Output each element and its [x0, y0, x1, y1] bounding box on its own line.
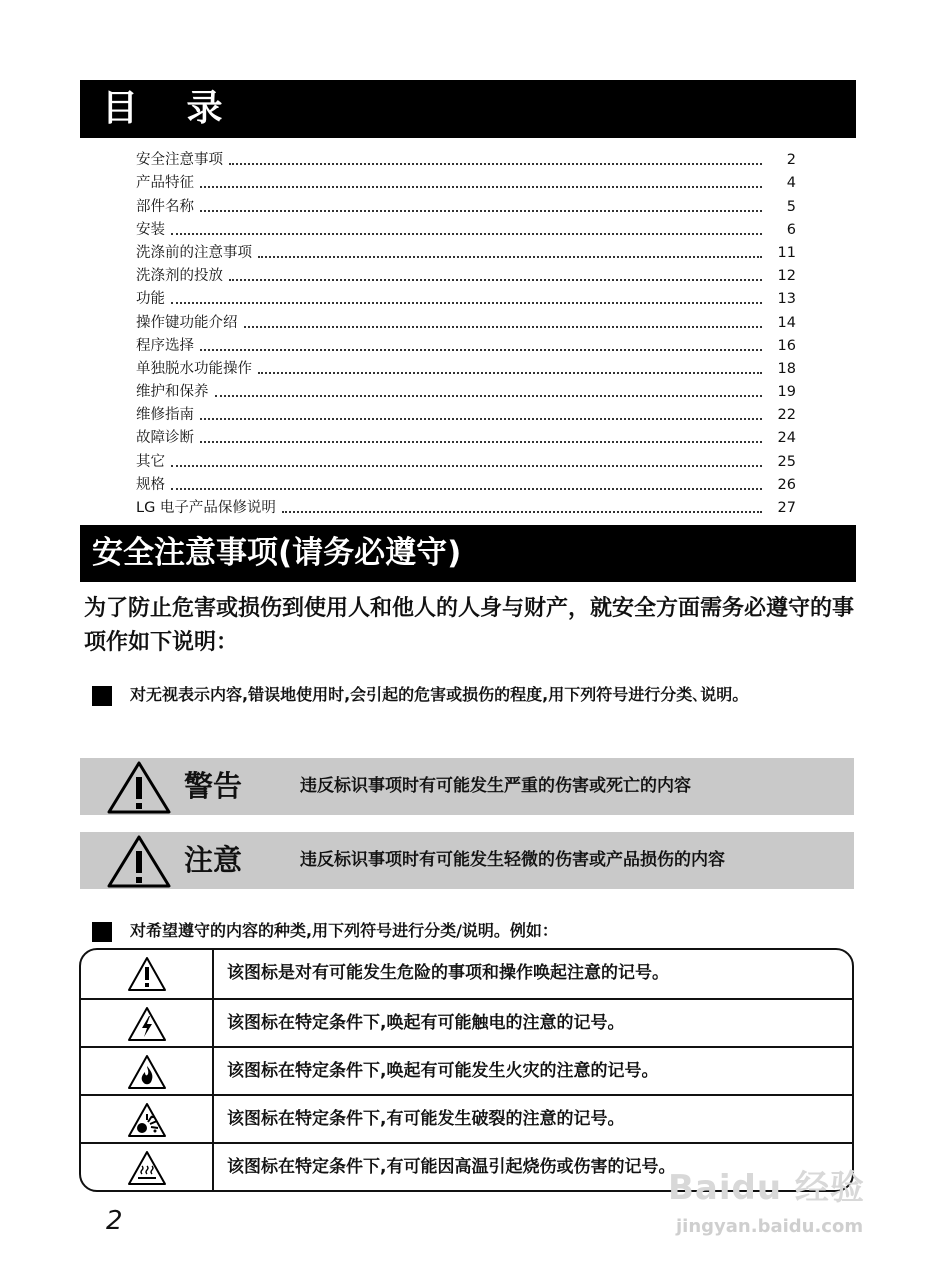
toc-item-title: 安装	[136, 221, 165, 238]
table-row	[81, 1094, 852, 1144]
toc-item-page: 6	[786, 221, 796, 238]
toc-item[interactable]	[136, 147, 796, 170]
toc-item-page: 13	[777, 291, 796, 308]
toc-item[interactable]	[136, 333, 796, 356]
fire-hazard-icon	[127, 1054, 167, 1090]
table-row	[81, 998, 852, 1048]
toc-item[interactable]	[136, 309, 796, 332]
bullet-text: 对希望遵守的内容的种类,用下列符号进行分类/说明。例如：	[130, 921, 558, 940]
toc-leader-dots	[215, 395, 763, 397]
toc-item[interactable]	[136, 263, 796, 286]
toc-leader-dots	[171, 233, 762, 235]
toc-leader-dots	[171, 465, 762, 467]
toc-leader-dots	[229, 279, 762, 281]
toc-item-title: LG 电子产品保修说明	[136, 500, 276, 516]
toc-item-title: 功能	[136, 291, 165, 308]
toc-item-title: 洗涤前的注意事项	[136, 244, 252, 261]
toc-item[interactable]	[136, 472, 796, 495]
symbol-description: 该图标在特定条件下,有可能因高温引起烧伤或伤害的记号。	[227, 1157, 676, 1177]
toc-item[interactable]	[136, 193, 796, 216]
toc-leader-dots	[258, 372, 762, 374]
toc-leader-dots	[171, 302, 762, 304]
toc-item[interactable]	[136, 356, 796, 379]
bullet-classification	[92, 680, 862, 740]
baidu-watermark-logo: Baidu 经验	[668, 1168, 865, 1208]
hot-surface-icon	[127, 1150, 167, 1186]
safety-intro: 为了防止危害或损伤到使用人和他人的人身与财产，就安全方面需务必遵守的事项作如下说明：	[84, 596, 855, 655]
toc-item-title: 操作键功能介绍	[136, 314, 238, 331]
toc-item-title: 洗涤剂的投放	[136, 268, 223, 285]
toc-leader-dots	[229, 163, 762, 165]
toc-item-title: 安全注意事项	[136, 152, 223, 169]
page-number: 2	[106, 1206, 123, 1236]
warning-label: 警告	[184, 769, 243, 803]
toc-item-title: 单独脱水功能操作	[136, 360, 252, 377]
toc-item-page: 2	[786, 152, 796, 169]
toc-leader-dots	[200, 418, 762, 420]
symbol-description: 该图标是对有可能发生危险的事项和操作唤起注意的记号。	[227, 963, 669, 983]
toc-item[interactable]	[136, 402, 796, 425]
toc-item-page: 11	[777, 244, 796, 261]
toc-item[interactable]	[136, 495, 796, 518]
explosion-hazard-icon	[127, 1102, 167, 1138]
square-bullet-icon	[92, 686, 112, 706]
toc-item[interactable]	[136, 170, 796, 193]
toc-item[interactable]	[136, 425, 796, 448]
table-row	[81, 1046, 852, 1096]
caution-notice	[80, 832, 854, 889]
toc-leader-dots	[200, 349, 762, 351]
toc-leader-dots	[244, 326, 763, 328]
toc-heading: 目 录	[80, 80, 856, 138]
symbol-description: 该图标在特定条件下,唤起有可能发生火灾的注意的记号。	[227, 1061, 659, 1081]
toc-leader-dots	[171, 488, 762, 490]
table-of-contents	[136, 147, 796, 518]
symbol-table	[79, 948, 854, 1192]
toc-item-title: 维护和保养	[136, 384, 209, 401]
toc-leader-dots	[200, 186, 762, 188]
toc-item-page: 5	[786, 198, 796, 215]
toc-item-page: 18	[777, 360, 796, 377]
toc-item-page: 27	[777, 500, 796, 516]
warning-description: 违反标识事项时有可能发生严重的伤害或死亡的内容	[300, 776, 691, 796]
toc-item-page: 26	[777, 476, 796, 493]
toc-item-page: 19	[777, 384, 796, 401]
toc-item[interactable]	[136, 379, 796, 402]
symbol-description: 该图标在特定条件下,唤起有可能触电的注意的记号。	[227, 1013, 625, 1033]
toc-item-page: 25	[777, 453, 796, 470]
symbol-description: 该图标在特定条件下,有可能发生破裂的注意的记号。	[227, 1109, 625, 1129]
toc-leader-dots	[200, 441, 762, 443]
toc-item-title: 维修指南	[136, 407, 194, 424]
toc-leader-dots	[258, 256, 762, 258]
toc-item[interactable]	[136, 286, 796, 309]
exclamation-warning-icon	[127, 956, 167, 992]
toc-item[interactable]	[136, 448, 796, 471]
toc-item[interactable]	[136, 217, 796, 240]
toc-item-page: 24	[777, 430, 796, 447]
caution-description: 违反标识事项时有可能发生轻微的伤害或产品损伤的内容	[300, 850, 725, 870]
warning-triangle-icon	[106, 760, 172, 814]
caution-label: 注意	[184, 843, 243, 877]
toc-item-title: 故障诊断	[136, 430, 194, 447]
toc-leader-dots	[200, 210, 762, 212]
safety-heading: 安全注意事项(请务必遵守)	[80, 525, 856, 582]
toc-item-title: 其它	[136, 453, 165, 470]
electric-shock-icon	[127, 1006, 167, 1042]
toc-item-title: 程序选择	[136, 337, 194, 354]
toc-item-page: 14	[777, 314, 796, 331]
warning-notice	[80, 758, 854, 815]
toc-item-page: 12	[777, 268, 796, 285]
toc-leader-dots	[282, 511, 762, 513]
toc-item-page: 16	[777, 337, 796, 354]
square-bullet-icon	[92, 922, 112, 942]
toc-item-title: 规格	[136, 476, 165, 493]
bullet-symbol-types	[92, 916, 862, 946]
toc-item[interactable]	[136, 240, 796, 263]
caution-triangle-icon	[106, 834, 172, 888]
baidu-watermark-url: jingyan.baidu.com	[676, 1216, 864, 1237]
toc-item-page: 4	[786, 175, 796, 192]
table-row	[81, 950, 852, 998]
bullet-text: 对无视表示内容,错误地使用时,会引起的危害或损伤的程度,用下列符号进行分类､说明。	[130, 685, 749, 704]
toc-item-page: 22	[777, 407, 796, 424]
toc-item-title: 部件名称	[136, 198, 194, 215]
toc-item-title: 产品特征	[136, 175, 194, 192]
